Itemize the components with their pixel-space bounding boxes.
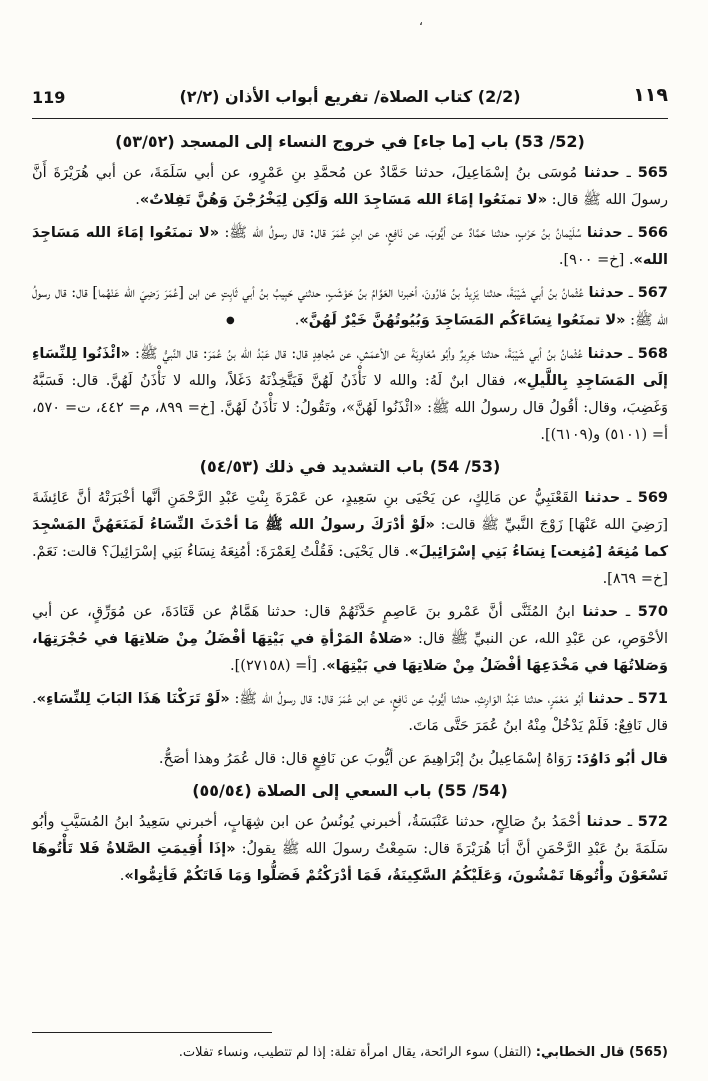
hadith-matn: «لا تمنَعُوا نِسَاءَكُم المَسَاجِدَ وَبُيُوتُهُنَّ خَيْرٌ لَهُنَّ»	[299, 312, 626, 329]
hadith-tail: .	[294, 312, 300, 329]
hadith-tail: . [خ= ٩٠٠].	[558, 252, 634, 268]
hadith-566	[32, 220, 668, 274]
hadith-number: 572	[637, 813, 669, 830]
chapter-heading: (54/ 55) باب السعي إلى الصلاة (٥٥/٥٤)	[192, 780, 508, 800]
running-header	[32, 84, 668, 114]
hadith-lead: حدثنا	[584, 165, 620, 181]
hadith-tail: .	[135, 192, 140, 208]
footnote	[32, 1042, 668, 1064]
footnote-divider	[32, 1032, 272, 1033]
hadith-chain: القَعْنَبِيُّ عن مَالِكٍ، عن يَحْيَى بنِ سَعِيدٍ، عن عَمْرَةَ بِنْتِ عَبْدِ الرَّحْمَنِ أنَّها أخْبَرَتْهُ أنَّ عَائِشَةَ [رَضِيَ الله عَنْهَا] زَوْجَ النَّبيِّ ﷺ قالت:	[32, 489, 669, 533]
hadith-572	[32, 809, 668, 890]
hadith-tail: . [أ= (٢٧١٥٨)].	[230, 657, 327, 674]
footnote-label: (565) قال الخطابي:	[535, 1045, 668, 1060]
main-text	[32, 124, 668, 896]
separator: ـ	[622, 813, 638, 830]
hadith-number: 571	[637, 690, 668, 707]
hadith-chain: أحْمَدُ بنُ صَالِحٍ، حدثنا عَنْبَسَةُ، أخبرني يُونُسُ عن ابن شِهَابٍ، أخبرني سَعِيدُ ابنُ المُسَيَّبِ وأبُو سَلَمَةَ بنُ عَبْدِ الرَّحْمَنِ أنَّ أبَا هُرَيْرَةَ قال: سَمِعْتُ رسولَ الله ﷺ يقولُ:	[32, 813, 668, 857]
hadith-matn: «لا تمنَعُوا إمَاءَ الله مَسَاجِدَ الله وَلَكِن لِيَخْرُجْنَ وَهُنَّ تَفِلاتٌ»	[139, 192, 548, 208]
hadith-matn: «إذَا أُقِيمَتِ الصَّلاةُ فَلا تَأْتُوهَا تَسْعَوْنَ وأْتُوهَا تَمْشُونَ، وَعَلَيْكُمُ السَّكِينَةُ، فَمَا أدْرَكْتُمْ فَصَلُّوا وَمَا فَاتَكُمْ فَأتِمُّوا»	[32, 840, 668, 884]
hadith-number: 570	[637, 603, 668, 620]
hadith-number: 568	[637, 345, 668, 362]
separator: ـ	[624, 285, 638, 301]
separator: ـ	[618, 603, 638, 620]
hadith-565	[32, 160, 668, 214]
header-divider	[32, 118, 668, 119]
hadith-chain: سُلَيْمانُ بنُ حَرْبٍ، حدثنا حَمَّادٌ عن أيُّوبَ، عن نَافِعٍ، عن ابنِ عُمَرَ قال: قال رسولُ الله ﷺ:	[219, 225, 587, 241]
hadith-lead: حدثنا	[584, 489, 621, 506]
hadith-lead: حدثنا	[587, 345, 624, 362]
hadith-chain: عُثْمانُ بنُ أبي شَيْبَةَ، حدثنا يَزِيدُ بنُ هَارُونَ، أخبرنا العَوَّامُ بنُ حَوْشَبٍ، حدثني حَبِيبُ بنُ أبي ثَابِتٍ عن ابن [عُمَرَ رَضِيَ الله عَنْهُما] قال: قال رسولُ الله ﷺ:	[32, 285, 668, 329]
hadith-chain: عُثْمانُ بنُ أبي شَيْبَةَ، حدثنا جَرِيرٌ وأبُو مُعَاوِيَةَ عن الأعمَشِ، عن مُجاهِدٍ قال: قال عَبْدُ الله بنُ عُمَرَ: قال النَّبيُّ ﷺ:	[130, 345, 588, 362]
page-number-latin: 119	[32, 88, 66, 107]
hadith-tail: . قال يَحْيَى: فَقُلْتُ لِعَمْرَةَ: أمُنِعَهُ نِسَاءُ بَنِي إسْرَائِيلَ؟ قالت: نَعَمْ. [خ= ٨٦٩].	[32, 543, 668, 587]
hadith-chain: مُوسَى بنُ إسْمَاعِيلَ، حدثنا حَمَّادٌ عن مُحمَّدِ بنِ عَمْرٍو، عن أبي سَلَمَةَ، عن أبي هُرَيْرَةَ أَنَّ رسولَ الله ﷺ قال:	[32, 165, 668, 208]
hadith-matn: «ائْذَنُوا لِلنِّسَاءِ إلَى المَسَاجِدِ بِاللَّيلِ»	[32, 345, 668, 389]
hadith-lead: حدثنا	[582, 603, 619, 620]
hadith-571	[32, 686, 668, 740]
hadith-matn: «لَوْ أدْرَكَ رسولُ الله ﷺ مَا أحْدَثَ النِّسَاءُ لَمَنَعَهُنَّ المَسْجِدَ كما مُنِعَهُ [مُنِعت] نِسَاءُ بَنِي إسْرَائِيلَ»	[32, 516, 669, 560]
separator: ـ	[623, 345, 638, 362]
hadith-number: 569	[637, 489, 669, 506]
hadith-lead: حدثنا	[588, 285, 625, 301]
running-title: (2/2) كتاب الصلاة/ تفريع أبواب الأذان (٢/٢)	[179, 87, 521, 106]
hadith-tail: .	[119, 867, 125, 884]
hadith-570	[32, 599, 668, 680]
chapter-heading: (52/ 53) باب [ما جاء] في خروج النساء إلى المسجد (٥٣/٥٢)	[115, 132, 585, 151]
hadith-tail: . قال نَافِعٌ: فَلَمْ يَدْخُلْ مِنْهُ ابنُ عُمَرَ حَتَّى مَاتَ.	[32, 690, 668, 734]
hadith-567	[32, 280, 668, 335]
top-mark: ،	[419, 14, 423, 28]
hadith-matn: «لَوْ تَرَكْنَا هَذَا البَابَ لِلنِّسَاءِ»	[36, 690, 230, 707]
hadith-chain: ابنُ المُثَنَّى أنَّ عَمْرو بنَ عَاصِمٍ حَدَّثَهُمْ قال: حدثنا هَمَّامٌ عن قَتَادَةَ، عن مُوَرِّقٍ، عن أبي الأحْوَصِ، عن عَبْدِ الله، عن النبيِّ ﷺ قال:	[32, 603, 668, 647]
page-number-arabic: ١١٩	[633, 84, 668, 106]
separator: ـ	[622, 225, 638, 241]
hadith-lead: حدثنا	[586, 225, 623, 241]
separator: ـ	[620, 489, 638, 506]
hadith-matn: «صَلاةُ المَرْأةِ في بَيْتِهَا أفْضَلُ مِنْ صَلاتِهَا في حُجْرَتِهَا، وَصَلاتُهَا في مَخْدَعِهَا أفْضَلُ مِنْ صَلاتِهَا في بَيْتِهَا»	[32, 630, 668, 674]
separator: ـ	[619, 165, 638, 181]
abu-dawud-note	[32, 746, 668, 773]
hadith-number: 566	[637, 225, 669, 241]
hadith-569	[32, 485, 668, 593]
hadith-568	[32, 341, 668, 449]
chapter-heading: (53/ 54) باب التشديد في ذلك (٥٤/٥٣)	[199, 456, 501, 476]
hadith-chain: أبُو مَعْمَرٍ، حدثنا عَبْدُ الوَارِثِ، حدثنا أيُّوبُ عن نَافِعٍ، عن ابن عُمَرَ قال: قال رسولُ الله ﷺ:	[229, 690, 589, 707]
footnote-text: (التفل) سوء الرائحة، يقال امرأة تفلة: إذا لم تتطيب، ونساء تفلات.	[178, 1045, 536, 1060]
hadith-lead: حدثنا	[588, 690, 624, 707]
hadith-matn: «لا تمنَعُوا إمَاءَ الله مَسَاجِدَ الله»	[32, 225, 668, 268]
bullet-dot: ●	[226, 315, 235, 326]
hadith-number: 565	[637, 165, 668, 181]
note-lead: قال أبُو دَاوُدَ:	[576, 750, 668, 767]
note-text: رَوَاهُ إسْمَاعِيلُ بنُ إبْرَاهِيمَ عن أيُّوبَ عن نَافِعٍ قال: قال عُمَرُ وهذا أصَحُّ.	[158, 750, 577, 767]
hadith-lead: حدثنا	[586, 813, 623, 830]
hadith-tail: ، فقال ابنٌ لَهُ: والله لا نَأْذَنُ لَهُنَّ فَيَتَّخِذْنَهُ دَغَلاً، والله لا نَأْذَنُ لَهُنَّ. قال: فَسَبَّهُ وَغَضِبَ، وقال: أقُولُ قال رسولُ الله ﷺ: «ائْذَنُوا لَهُنَّ»، وتَقُولُ: لا نَأْذَنُ لَهُنَّ. [خ= ٨٩٩، م= ٤٤٢، ت= ٥٧٠، أ= (٥١٠١) و(٦١٠٩)].	[32, 372, 668, 443]
separator: ـ	[623, 690, 638, 707]
hadith-number: 567	[637, 285, 668, 301]
